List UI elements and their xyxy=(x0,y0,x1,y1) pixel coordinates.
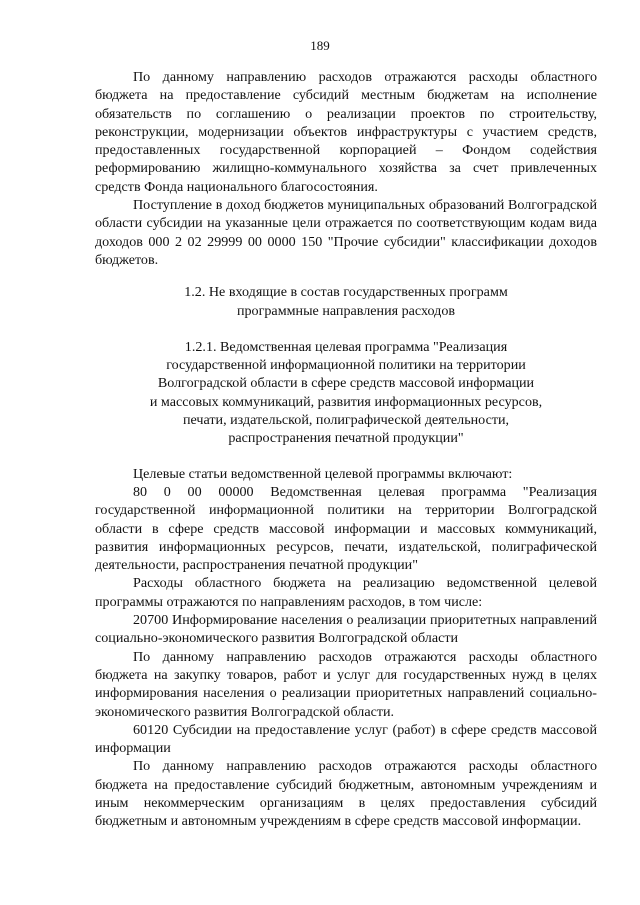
heading-line: распространения печатной продукции" xyxy=(228,430,464,447)
heading-line: 1.2.1. Ведомственная целевая программа "Реализация xyxy=(184,338,508,355)
paragraph-code-60120-description: По данному направлению расходов отражаются расходы областного бюджета на предоставление субсидий бюджетным, автономным учреждениям и иным некоммерческим организациям в целях предоставления субсидий бюджетным и автономным учреждениям в сфере средств массовой информации. xyxy=(95,758,597,830)
paragraph-code-20700-description: По данному направлению расходов отражаются расходы областного бюджета на закупку товаров, работ и услуг для государственных нужд в целях информирования населения о реализации приоритетных направлений социально-экономического развития Волгоградской области. xyxy=(95,648,597,720)
paragraph-code-60120: 60120 Субсидии на предоставление услуг (работ) в сфере средств массовой информации xyxy=(95,721,597,757)
paragraph-fund-subsidies: По данному направлению расходов отражаются расходы областного бюджета на предоставление субсидий местным бюджетам на исполнение обязательств по соглашению о реализации проектов по строительству, реконструкции, модернизации объектов инфраструктуры с участием средств, предоставленных государственной корпорацией – Фондом содействия реформированию жилищно-коммунального хозяйства за счет привлеченных средств Фонда национального благосостояния. xyxy=(95,69,597,195)
heading-line: государственной информационной политики на территории xyxy=(166,357,526,374)
paragraph-income-codes: Поступление в доход бюджетов муниципальных образований Волгоградской области субсидии на указанные цели отражается по соответствующим кодам вида доходов 000 2 02 29999 00 0000 150 "Прочие субсидии" классификации доходов бюджетов. xyxy=(95,197,597,268)
heading-line: печати, издательской, полиграфической деятельности, xyxy=(182,412,510,429)
paragraph-target-articles: Целевые статьи ведомственной целевой программы включают: xyxy=(133,465,513,482)
paragraph-program-80: 80 0 00 00000 Ведомственная целевая программа "Реализация государственной информационной политики на территории Волгоградской области в сфере средств массовой информации и массовых коммуникаций, развития информационных ресурсов, печати, издательской, полиграфической деятельности, распространения печатной продукции" xyxy=(95,483,597,574)
spacer xyxy=(95,448,597,465)
page-number: 189 xyxy=(310,38,330,53)
spacer xyxy=(95,269,597,283)
section-heading-1-2-1 xyxy=(95,338,597,448)
spacer xyxy=(95,320,597,338)
heading-line: Волгоградской области в сфере средств массовой информации xyxy=(157,375,535,392)
heading-line: программные направления расходов xyxy=(236,302,456,319)
section-heading-1-2 xyxy=(95,283,597,320)
document-body xyxy=(95,68,597,831)
paragraph-expense-directions: Расходы областного бюджета на реализацию ведомственной целевой программы отражаются по направлениям расходов, в том числе: xyxy=(95,575,597,610)
heading-line: и массовых коммуникаций, развития информационных ресурсов, xyxy=(149,393,543,410)
paragraph-code-20700: 20700 Информирование населения о реализации приоритетных направлений социально-экономического развития Волгоградской области xyxy=(95,612,597,647)
heading-line: 1.2. Не входящие в состав государственных программ xyxy=(184,284,508,301)
